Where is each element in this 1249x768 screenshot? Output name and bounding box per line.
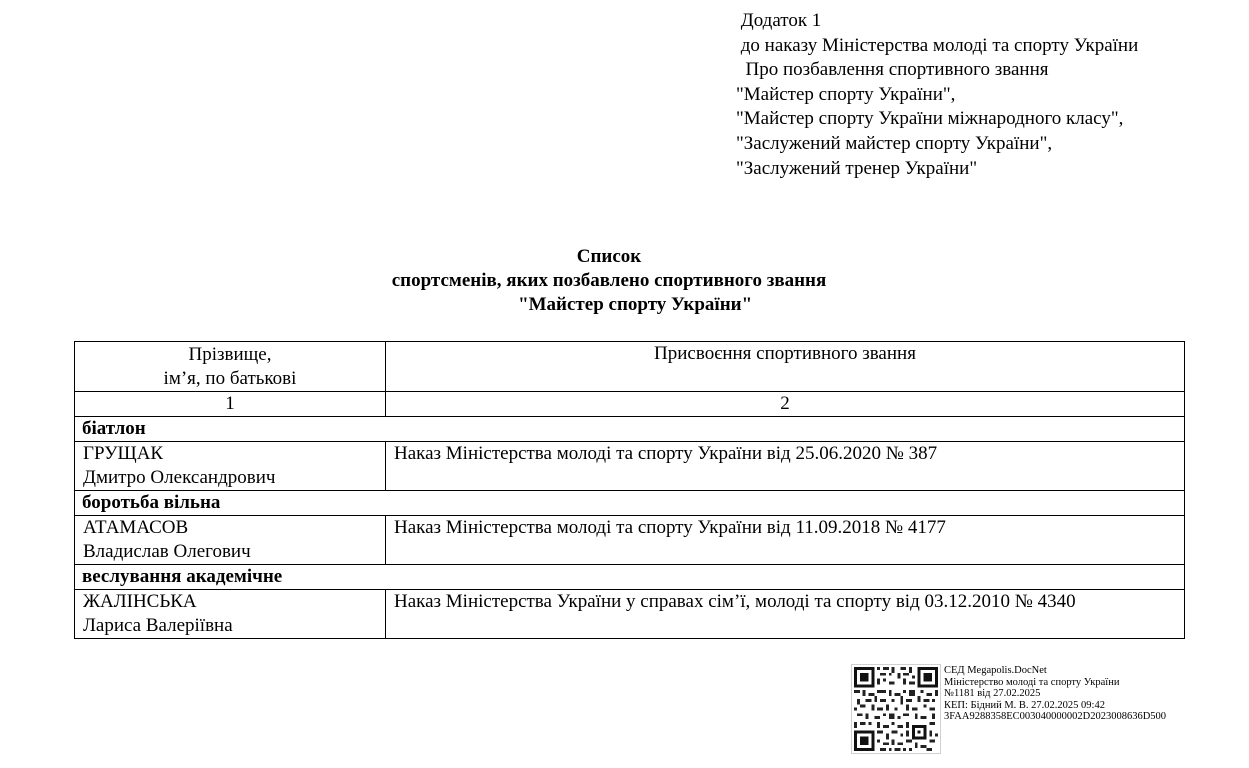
header-name-line2: ім’я, по батькові bbox=[163, 368, 297, 389]
appendix-header bbox=[736, 9, 1138, 181]
header-cell-name bbox=[75, 342, 386, 392]
athlete-surname: ГРУЩАК bbox=[83, 443, 164, 464]
column-number: 1 bbox=[75, 392, 386, 417]
appendix-line: "Майстер спорту України", bbox=[736, 83, 956, 105]
sport-name: біатлон bbox=[75, 417, 1185, 442]
stamp-text bbox=[944, 665, 1166, 723]
appendix-line: "Майстер спорту України міжнародного класу", bbox=[736, 108, 1124, 130]
column-number: 2 bbox=[386, 392, 1185, 417]
title-line: спортсменів, яких позбавлено спортивного звання bbox=[391, 270, 827, 291]
document-title bbox=[0, 245, 1218, 317]
header-name-line1: Прізвище, bbox=[188, 344, 272, 365]
appendix-line: "Заслужений майстер спорту України", bbox=[736, 132, 1053, 154]
award-order-cell: Наказ Міністерства молоді та спорту України від 11.09.2018 № 4177 bbox=[386, 516, 1185, 565]
sport-group-row bbox=[75, 565, 1185, 590]
sport-name: боротьба вільна bbox=[75, 491, 1185, 516]
athlete-name-cell bbox=[75, 442, 386, 491]
e-signature-stamp bbox=[851, 664, 1166, 754]
stamp-line: Міністерство молоді та спорту України bbox=[944, 676, 1120, 688]
athletes-table bbox=[74, 341, 1185, 639]
appendix-line: "Заслужений тренер України" bbox=[736, 157, 978, 179]
appendix-line: Про позбавлення спортивного звання bbox=[736, 59, 1049, 81]
athlete-given-names: Дмитро Олександрович bbox=[83, 467, 276, 488]
table-header-row bbox=[75, 342, 1185, 392]
athlete-surname: ЖАЛІНСЬКА bbox=[83, 591, 197, 612]
qr-code-icon bbox=[851, 664, 941, 754]
stamp-line: КЕП: Бідний М. В. 27.02.2025 09:42 bbox=[944, 699, 1105, 711]
stamp-line: 3FAA9288358EC003040000002D2023008636D500 bbox=[944, 711, 1167, 723]
athlete-given-names: Лариса Валеріївна bbox=[83, 615, 233, 636]
athlete-name-cell bbox=[75, 516, 386, 565]
athlete-name-cell bbox=[75, 590, 386, 639]
table-row bbox=[75, 516, 1185, 565]
appendix-line: до наказу Міністерства молоді та спорту України bbox=[736, 34, 1139, 56]
athlete-given-names: Владислав Олегович bbox=[83, 541, 251, 562]
sport-group-row bbox=[75, 491, 1185, 516]
column-number-row bbox=[75, 392, 1185, 417]
award-order-cell: Наказ Міністерства молоді та спорту України від 25.06.2020 № 387 bbox=[386, 442, 1185, 491]
award-order-cell: Наказ Міністерства України у справах сім’ї, молоді та спорту від 03.12.2010 № 4340 bbox=[386, 590, 1185, 639]
table-row bbox=[75, 590, 1185, 639]
stamp-line: СЕД Megapolis.DocNet bbox=[944, 665, 1047, 676]
sport-name: веслування академічне bbox=[75, 565, 1185, 590]
athlete-surname: АТАМАСОВ bbox=[83, 517, 189, 538]
stamp-line: №1181 від 27.02.2025 bbox=[944, 688, 1041, 700]
title-line: "Майстер спорту України" bbox=[465, 294, 753, 315]
table-row bbox=[75, 442, 1185, 491]
appendix-line: Додаток 1 bbox=[736, 10, 822, 31]
sport-group-row bbox=[75, 417, 1185, 442]
title-line: Список bbox=[576, 246, 642, 267]
header-cell-award: Присвоєння спортивного звання bbox=[386, 342, 1185, 392]
